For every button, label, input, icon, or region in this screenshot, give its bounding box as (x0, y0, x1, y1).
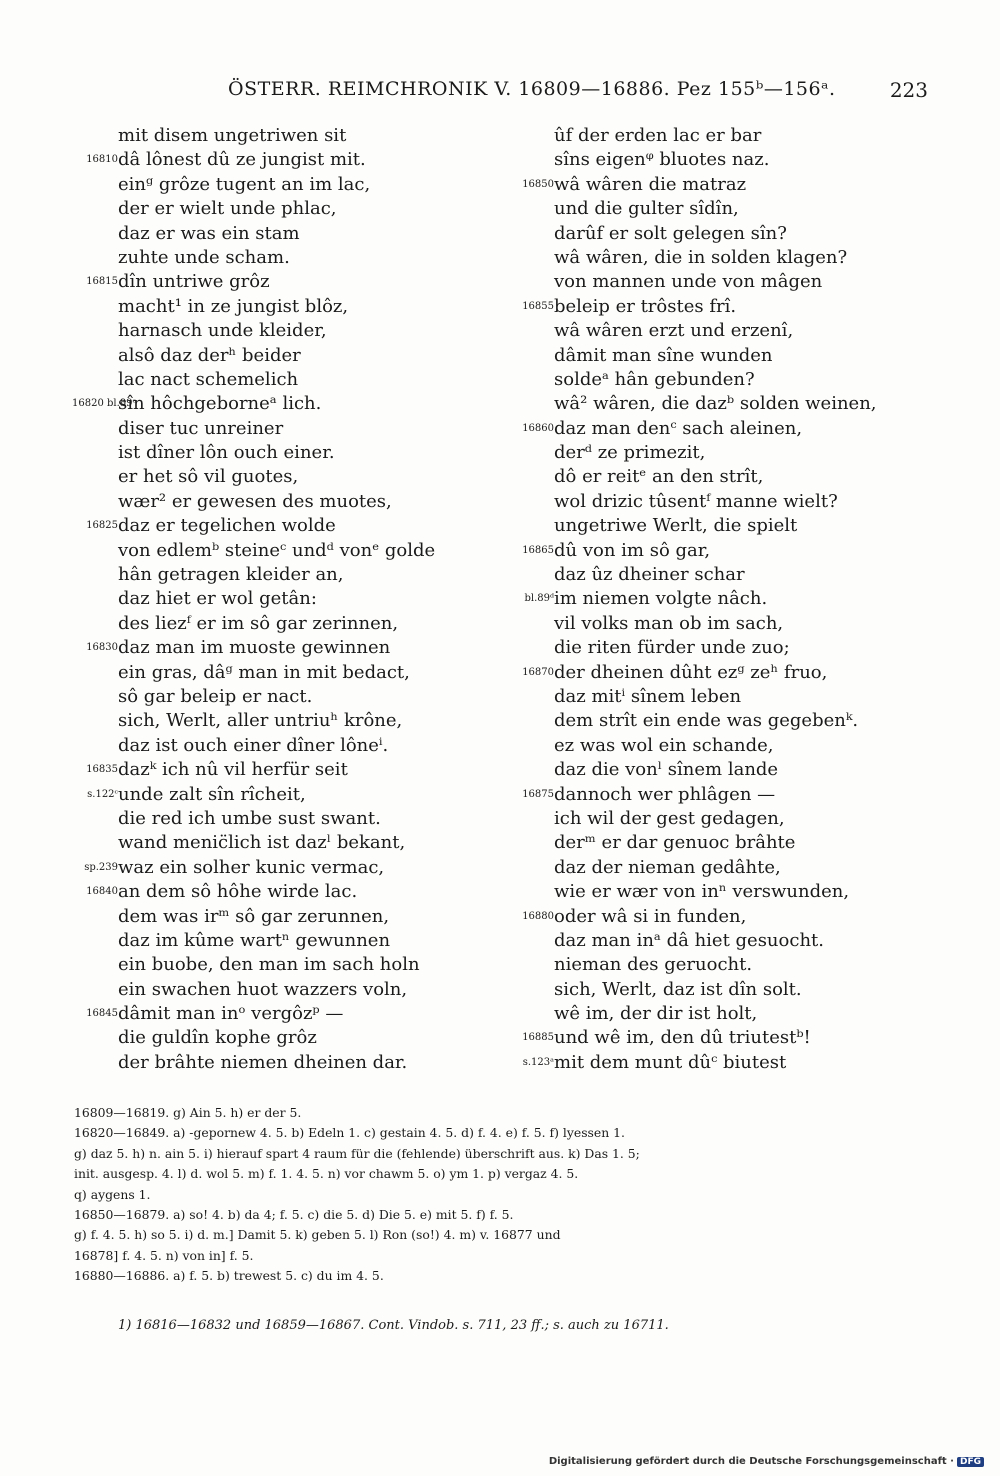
verse-text: daz mitⁱ sînem leben (554, 685, 742, 707)
line-number: 16865 (522, 544, 554, 556)
line-number: 16810 (86, 154, 118, 166)
verse-line (72, 636, 512, 660)
verse-text: ez was wol ein schande, (554, 734, 774, 756)
verse-text: daz man denᶜ sach aleinen, (554, 417, 803, 439)
verse-text: mit dem munt dûᶜ biutest (554, 1051, 787, 1073)
verse-line (72, 1051, 512, 1075)
verse-text: an dem sô hôhe wirde lac. (118, 881, 358, 903)
verse-text: daz man inᵃ dâ hiet gesuocht. (554, 929, 824, 951)
verse-line (72, 612, 512, 636)
verse-line (72, 246, 512, 270)
verse-line (72, 587, 512, 611)
apparatus-note-line: g) f. 4. 5. h) so 5. i) d. m.] Damit 5. k) geben 5. l) Ron (so!) 4. m) v. 16877 und (74, 1227, 561, 1243)
verse-text: waz ein solher kunic vermac, (118, 856, 385, 878)
verse-text: oder wâ si in funden, (554, 905, 747, 927)
verse-line (72, 709, 512, 733)
running-title: ÖSTERR. REIMCHRONIK V. 16809—16886. Pez 155ᵇ—156ᵃ. (228, 78, 836, 100)
verse-line (72, 295, 512, 319)
verse-line (508, 490, 948, 514)
verse-text: wol drizic tûsentᶠ manne wielt? (554, 490, 838, 512)
verse-text: die red ich umbe sust swant. (118, 807, 381, 829)
right-verse-column (508, 124, 948, 1075)
verse-text: daz er tegelichen wolde (118, 515, 336, 537)
verse-text: diser tuc unreiner (118, 417, 284, 439)
verse-text: unde zalt sîn rîcheit, (118, 783, 306, 805)
verse-line (508, 295, 948, 319)
verse-text: derᵈ ze primezit, (554, 442, 706, 464)
verse-line (508, 246, 948, 270)
verse-line (508, 587, 948, 611)
verse-text: sich, Werlt, aller untriuʰ krône, (118, 710, 403, 732)
verse-text: dem was irᵐ sô gar zerunnen, (118, 905, 390, 927)
verse-line (72, 514, 512, 538)
verse-line (72, 1002, 512, 1026)
verse-text: er het sô vil guotes, (118, 466, 299, 488)
verse-text: derᵐ er dar genuoc brâhte (554, 832, 796, 854)
verse-text: wær² er gewesen des muotes, (118, 490, 392, 512)
verse-text: und wê im, den dû triutestᵇ! (554, 1027, 811, 1049)
left-verse-column (72, 124, 512, 1075)
verse-line (72, 978, 512, 1002)
verse-text: im niemen volgte nâch. (554, 588, 768, 610)
verse-text: vil volks man ob im sach, (554, 612, 784, 634)
verse-text: die riten fürder unde zuo; (554, 637, 790, 659)
verse-line (72, 173, 512, 197)
verse-line (72, 368, 512, 392)
verse-line (508, 514, 948, 538)
verse-text: ungetriwe Werlt, die spielt (554, 515, 798, 537)
verse-line (72, 856, 512, 880)
line-number: 16855 (522, 300, 554, 312)
verse-line (508, 1002, 948, 1026)
verse-text: wie er wær von inⁿ verswunden, (554, 881, 850, 903)
line-number: 16875 (522, 788, 554, 800)
verse-line (508, 173, 948, 197)
verse-text: dô er reitᵉ an den strît, (554, 466, 764, 488)
verse-text: ûf der erden lac er bar (554, 125, 762, 146)
verse-line (508, 441, 948, 465)
verse-text: daz hiet er wol getân: (118, 588, 317, 610)
verse-line (508, 661, 948, 685)
verse-line (72, 880, 512, 904)
verse-text: mit disem ungetriwen sit (118, 125, 347, 146)
verse-line (72, 831, 512, 855)
line-number: s.123ᵃ (522, 1056, 554, 1068)
verse-text: ein buobe, den man im sach holn (118, 954, 420, 976)
apparatus-note-line: init. ausgesp. 4. l) d. wol 5. m) f. 1. 4. 5. n) vor chawm 5. o) ym 1. p) vergaz 4. 5. (74, 1166, 579, 1182)
verse-line (72, 905, 512, 929)
verse-line (508, 636, 948, 660)
line-number: 16860 (522, 422, 554, 434)
verse-text: daz man im muoste gewinnen (118, 637, 391, 659)
verse-text: der er wielt unde phlac, (118, 198, 337, 220)
verse-text: sîns eigenᵠ bluotes naz. (554, 149, 770, 171)
verse-text: und die gulter sîdîn, (554, 198, 739, 220)
verse-line (508, 124, 948, 148)
line-number: 16850 (522, 178, 554, 190)
verse-text: von mannen unde von mâgen (554, 271, 823, 293)
verse-line (508, 978, 948, 1002)
verse-text: dannoch wer phlâgen — (554, 783, 776, 805)
verse-text: sich, Werlt, daz ist dîn solt. (554, 978, 802, 1000)
apparatus-note-line: 16809—16819. g) Ain 5. h) er der 5. (74, 1105, 302, 1120)
verse-line (508, 197, 948, 221)
verse-text: hân getragen kleider an, (118, 564, 344, 586)
line-number: 16825 (86, 520, 118, 532)
verse-line (508, 734, 948, 758)
verse-text: daz im kûme wartⁿ gewunnen (118, 929, 391, 951)
verse-text: von edlemᵇ steineᶜ undᵈ vonᵉ golde (118, 539, 436, 561)
verse-line (72, 953, 512, 977)
line-number: sp.239 (84, 861, 118, 873)
dfg-banner (549, 1456, 984, 1467)
verse-line (508, 612, 948, 636)
verse-text: dazᵏ ich nû vil herfür seit (118, 759, 348, 781)
verse-text: ist dîner lôn ouch einer. (118, 442, 335, 464)
verse-text: daz ûz dheiner schar (554, 564, 745, 586)
verse-line (508, 929, 948, 953)
verse-line (508, 563, 948, 587)
verse-text: beleip er trôstes frî. (554, 295, 737, 317)
verse-line (508, 758, 948, 782)
verse-text: lac nact schemelich (118, 368, 299, 390)
line-number: 16815 (86, 276, 118, 288)
apparatus-note-line: 16880—16886. a) f. 5. b) trewest 5. c) du im 4. 5. (74, 1268, 384, 1284)
verse-line (508, 831, 948, 855)
verse-line (508, 1026, 948, 1050)
verse-line (508, 856, 948, 880)
apparatus-note-line: 16850—16879. a) so! 4. b) da 4; f. 5. c) die 5. d) Die 5. e) mit 5. f) f. 5. (74, 1206, 514, 1222)
verse-line (508, 222, 948, 246)
verse-text: ich wil der gest gedagen, (554, 807, 785, 829)
verse-line (72, 490, 512, 514)
apparatus-notes (74, 1103, 930, 1287)
page-header (0, 78, 1000, 108)
verse-text: darûf er solt gelegen sîn? (554, 222, 787, 244)
verse-line (72, 344, 512, 368)
verse-line (508, 465, 948, 489)
verse-line (508, 783, 948, 807)
verse-text: nieman des geruocht. (554, 954, 753, 976)
line-number: 16840 (86, 886, 118, 898)
verse-line (508, 1051, 948, 1075)
verse-line (72, 441, 512, 465)
verse-line (508, 709, 948, 733)
verse-text: daz der nieman gedâhte, (554, 856, 781, 878)
verse-line (508, 539, 948, 563)
verse-line (72, 148, 512, 172)
verse-text: der dheinen dûht ezᵍ zeʰ fruo, (554, 661, 828, 683)
apparatus-note-line: 16820—16849. a) -gepornew 4. 5. b) Edeln 1. c) gestain 4. 5. d) f. 4. e) f. 5. f) lyessen 1. (74, 1125, 625, 1141)
verse-text: der brâhte niemen dheinen dar. (118, 1051, 408, 1073)
verse-text: einᵍ grôze tugent an im lac, (118, 173, 371, 195)
line-number: 16835 (86, 764, 118, 776)
verse-line (72, 197, 512, 221)
verse-text: wâ wâren die matraz (554, 173, 747, 195)
verse-line (72, 734, 512, 758)
verse-text: zuhte unde scham. (118, 246, 290, 268)
dfg-banner-text: Digitalisierung gefördert durch die Deutsche Forschungsgemeinschaft · (548, 1456, 954, 1467)
verse-line (72, 758, 512, 782)
verse-text: harnasch unde kleider, (118, 320, 327, 342)
verse-text: wâ wâren, die in solden klagen? (554, 246, 848, 268)
verse-line (72, 929, 512, 953)
verse-text: die guldîn kophe grôz (118, 1027, 317, 1049)
verse-line (72, 1026, 512, 1050)
apparatus-note-line: q) aygens 1. (74, 1186, 151, 1202)
apparatus-note-line: 16878] f. 4. 5. n) von in] f. 5. (74, 1247, 254, 1263)
footnote: 1) 16816—16832 und 16859—16867. Cont. Vindob. s. 711, 23 ff.; s. auch zu 16711. (118, 1318, 669, 1333)
verse-text: dîn untriwe grôz (118, 271, 270, 293)
verse-line (72, 319, 512, 343)
verse-text: des liezᶠ er im sô gar zerinnen, (118, 612, 399, 634)
verse-text: dâmit man inᵒ vergôzᵖ — (118, 1003, 344, 1025)
page-number: 223 (889, 78, 928, 102)
line-number: 16820 bl.89ᶜ (72, 398, 136, 410)
verse-text: sîn hôchgeborneᵃ lich. (118, 393, 322, 415)
line-number: 16845 (86, 1008, 118, 1020)
verse-text: sô gar beleip er nact. (118, 685, 313, 707)
line-number: bl.89ᵈ (524, 593, 554, 605)
verse-line (72, 270, 512, 294)
verse-line (72, 563, 512, 587)
verse-line (508, 905, 948, 929)
verse-line (508, 368, 948, 392)
verse-line (508, 953, 948, 977)
line-number: 16885 (522, 1032, 554, 1044)
verse-text: wê im, der dir ist holt, (554, 1003, 758, 1025)
verse-line (508, 148, 948, 172)
verse-text: dâmit man sîne wunden (554, 344, 773, 366)
verse-line (72, 685, 512, 709)
verse-line (508, 392, 948, 416)
verse-text: soldeᵃ hân gebunden? (554, 368, 755, 390)
verse-text: daz er was ein stam (118, 222, 300, 244)
verse-line (508, 319, 948, 343)
verse-line (508, 344, 948, 368)
verse-text: wand menic̈lich ist dazˡ bekant, (118, 832, 406, 854)
line-number: 16880 (522, 910, 554, 922)
verse-line (72, 783, 512, 807)
verse-text: dâ lônest dû ze jungist mit. (118, 149, 366, 171)
line-number: 16870 (522, 666, 554, 678)
verse-line (72, 465, 512, 489)
verse-text: alsô daz derʰ beider (118, 344, 301, 366)
verse-line (508, 685, 948, 709)
verse-text: wâ wâren erzt und erzenî, (554, 320, 794, 342)
verse-text: ein gras, dâᵍ man in mit bedact, (118, 661, 410, 683)
verse-text: wâ² wâren, die dazᵇ solden weinen, (554, 393, 877, 415)
verse-line (508, 807, 948, 831)
line-number: 16830 (86, 642, 118, 654)
line-number: s.122ᶜ (87, 788, 118, 800)
dfg-logo: DFG (957, 1457, 984, 1467)
verse-text: dû von im sô gar, (554, 539, 711, 561)
verse-line (72, 661, 512, 685)
verse-text: ein swachen huot wazzers voln, (118, 978, 408, 1000)
verse-text: daz die vonˡ sînem lande (554, 759, 779, 781)
verse-text: dem strît ein ende was gegebenᵏ. (554, 710, 859, 732)
verse-line (72, 539, 512, 563)
verse-text: daz ist ouch einer dîner lôneⁱ. (118, 734, 389, 756)
verse-line (508, 880, 948, 904)
apparatus-note-line: g) daz 5. h) n. ain 5. i) hierauf spart 4 raum für die (fehlende) überschrift aus. k) Das 1. 5; (74, 1145, 640, 1161)
verse-text: macht¹ in ze jungist blôz, (118, 295, 349, 317)
verse-line (72, 392, 512, 416)
verse-line (72, 807, 512, 831)
verse-line (508, 270, 948, 294)
verse-line (72, 222, 512, 246)
verse-line (72, 417, 512, 441)
verse-line (508, 417, 948, 441)
verse-line (72, 124, 512, 148)
